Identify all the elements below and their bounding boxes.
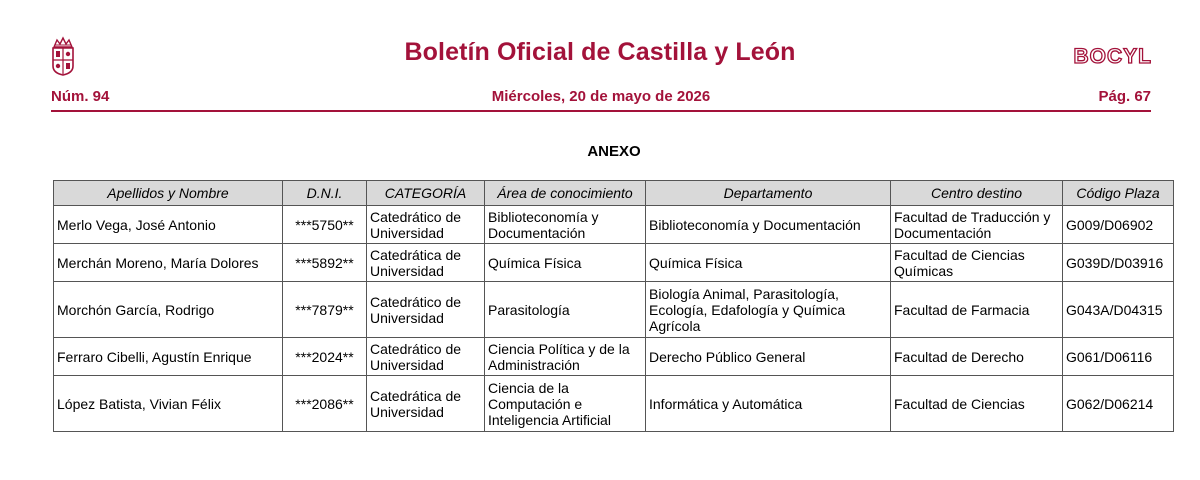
issue-info-bar — [51, 84, 1151, 112]
cell-center: Facultad de Ciencias — [891, 376, 1063, 432]
bocyl-logo: BOCYL — [1073, 45, 1152, 68]
table-row — [54, 338, 1174, 376]
cell-area: Biblioteconomía y Documentación — [485, 206, 646, 244]
cell-name: Ferraro Cibelli, Agustín Enrique — [54, 338, 283, 376]
table-header-row — [54, 181, 1174, 206]
cell-dni: ***2086** — [283, 376, 367, 432]
column-header: Centro destino — [891, 181, 1063, 206]
cell-code: G009/D06902 — [1063, 206, 1174, 244]
table-row — [54, 206, 1174, 244]
cell-department: Biología Animal, Parasitología, Ecología, Edafología y Química Agrícola — [646, 282, 891, 338]
cell-area: Parasitología — [485, 282, 646, 338]
section-title: ANEXO — [587, 143, 641, 160]
table-row — [54, 282, 1174, 338]
column-header: Apellidos y Nombre — [54, 181, 283, 206]
column-header: CATEGORÍA — [367, 181, 485, 206]
cell-name: Merlo Vega, José Antonio — [54, 206, 283, 244]
column-header: Área de conocimiento — [485, 181, 646, 206]
cell-department: Informática y Automática — [646, 376, 891, 432]
cell-code: G043A/D04315 — [1063, 282, 1174, 338]
cell-name: Merchán Moreno, María Dolores — [54, 244, 283, 282]
cell-dni: ***5750** — [283, 206, 367, 244]
cell-area: Ciencia Política y de la Administración — [485, 338, 646, 376]
cell-center: Facultad de Traducción y Documentación — [891, 206, 1063, 244]
cell-name: Morchón García, Rodrigo — [54, 282, 283, 338]
cell-code: G062/D06214 — [1063, 376, 1174, 432]
page-number: Pág. 67 — [1098, 88, 1151, 105]
column-header: D.N.I. — [283, 181, 367, 206]
issue-number: Núm. 94 — [51, 88, 110, 105]
cell-category: Catedrática de Universidad — [367, 376, 485, 432]
page-header — [0, 0, 1200, 82]
cell-category: Catedrático de Universidad — [367, 206, 485, 244]
cell-area: Química Física — [485, 244, 646, 282]
cell-category: Catedrático de Universidad — [367, 338, 485, 376]
page-title: Boletín Oficial de Castilla y León — [404, 38, 796, 66]
cell-center: Facultad de Ciencias Químicas — [891, 244, 1063, 282]
cell-code: G039D/D03916 — [1063, 244, 1174, 282]
cell-area: Ciencia de la Computación e Inteligencia Artificial — [485, 376, 646, 432]
column-header: Departamento — [646, 181, 891, 206]
cell-name: López Batista, Vivian Félix — [54, 376, 283, 432]
cell-department: Biblioteconomía y Documentación — [646, 206, 891, 244]
cell-category: Catedrático de Universidad — [367, 282, 485, 338]
cell-center: Facultad de Farmacia — [891, 282, 1063, 338]
issue-date: Miércoles, 20 de mayo de 2026 — [491, 88, 711, 105]
cell-dni: ***2024** — [283, 338, 367, 376]
table-row — [54, 244, 1174, 282]
table-row — [54, 376, 1174, 432]
appointments-table — [53, 180, 1174, 432]
cell-dni: ***5892** — [283, 244, 367, 282]
cell-center: Facultad de Derecho — [891, 338, 1063, 376]
column-header: Código Plaza — [1063, 181, 1174, 206]
cell-code: G061/D06116 — [1063, 338, 1174, 376]
cell-department: Derecho Público General — [646, 338, 891, 376]
cell-dni: ***7879** — [283, 282, 367, 338]
cell-category: Catedrática de Universidad — [367, 244, 485, 282]
cell-department: Química Física — [646, 244, 891, 282]
